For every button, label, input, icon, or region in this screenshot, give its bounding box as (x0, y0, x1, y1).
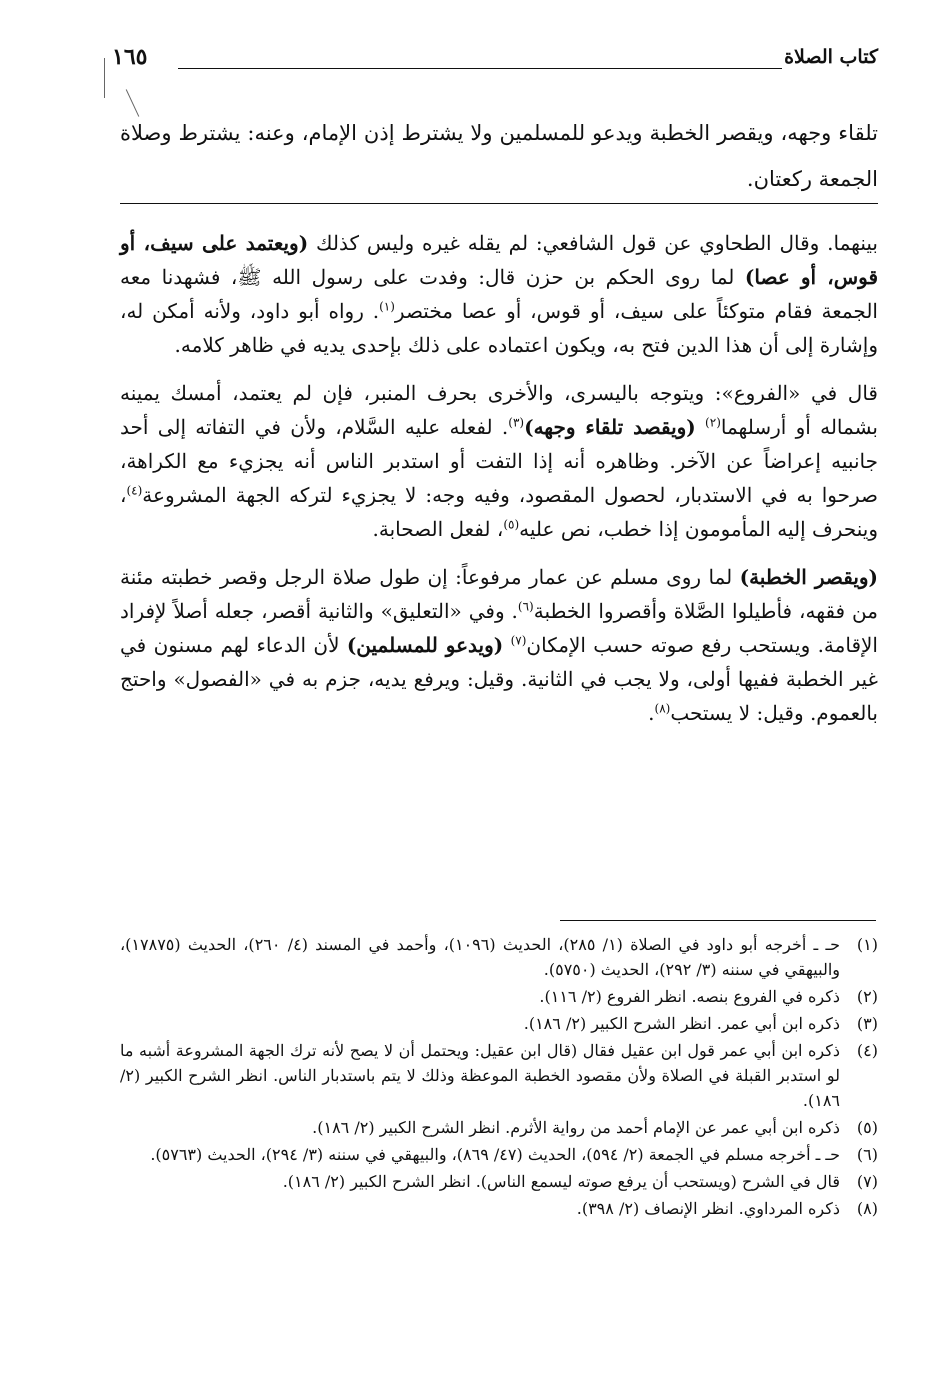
footnote (120, 1011, 878, 1036)
text-run: لما روى الحكم بن حزن قال: وفدت على رسول الله ﷺ، فشهدنا معه الجمعة فقام متوكئاً على سيف، أو قوس، أو عصا مختصر (120, 265, 878, 323)
pencil-mark (104, 58, 105, 98)
footnote-number: (٨) (856, 1199, 878, 1218)
footnote-number: (٦) (856, 1145, 878, 1164)
text-run: لأن الدعاء لهم مسنون في غير الخطبة ففيها أولى، ولا يجب في الثانية. وقيل: ويرفع يديه، جزم به في «الفصول» واحتج بالعموم. وقيل: لا يستحب (120, 633, 878, 725)
book-title: كتاب الصلاة (784, 46, 878, 68)
quoted-matn: (ويقصد تلقاء وجهه) (524, 415, 696, 439)
text-run: . لفعله عليه السَّلام، ولأن في التفاته إلى أحد جانبيه إعراضاً عن الآخر. وظاهره أنه إذا التفت أو استدبر الناس أنه يجزيء مع الكراهة، صرحوا به في الاستدبار، لحصول المقصود، وفيه وجه: لا يجزيء لتركه الجهة المشروعة (120, 415, 878, 507)
footnote-number: (٧) (856, 1172, 878, 1191)
quoted-matn: (ويقصر الخطبة) (739, 565, 879, 589)
text-run: ، وينحرف إليه المأمومون إذا خطب، نص عليه (120, 483, 878, 541)
footnote (120, 1038, 878, 1113)
page-header (112, 46, 878, 82)
text-run: ، لفعل الصحابة. (372, 517, 504, 541)
footnote-number: (٣) (856, 1014, 878, 1033)
footnote-text: ذكره المرداوي. انظر الإنصاف (٢/ ٣٩٨). (576, 1199, 840, 1218)
footnote-ref: (٦) (517, 599, 534, 614)
footnote-text: ذكره في الفروع بنصه. انظر الفروع (٢/ ١١٦). (539, 987, 840, 1006)
text-run: . وفي «التعليق» والثانية أقصر، جعله أصلاً لإفراد الإقامة. ويستحب رفع صوته حسب الإمكان (120, 599, 878, 657)
text-run: . (648, 701, 655, 725)
quoted-matn: (ويعتمد على سيف، أو قوس، أو عصا) (120, 231, 879, 289)
footnote-ref: (٤) (126, 483, 143, 498)
text-separator (120, 203, 878, 204)
text-run: قال في «الفروع»: ويتوجه باليسرى، والأخرى بحرف المنبر، فإن لم يعتمد، أمسك يمينه بشماله أو أرسلهما (120, 381, 878, 439)
footnotes (120, 932, 878, 1223)
footnote-ref: (١) (379, 299, 395, 314)
text-run: . رواه أبو داود، ولأنه أمكن له، وإشارة إلى أن هذا الدين فتح به، ويكون اعتماده على ذلك بإحدى يديه في ظاهر كلامه. (120, 299, 878, 357)
footnote-ref: (٢) (705, 415, 721, 430)
footnote (120, 1196, 878, 1221)
footnote-text: ذكره ابن أبي عمر قول ابن عقيل فقال (قال ابن عقيل: ويحتمل أن لا يصح لأنه ترك الجهة المشروعة أشبه ما لو استدبر القبلة في الصلاة ولأن مقصود الخطبة الموعظة وذلك لا يتم باستدبار الناس. انظر الشرح الكبير (٢/ ١٨٦). (120, 1041, 840, 1110)
footnote-text: حـ ـ أخرجه مسلم في الجمعة (٢/ ٥٩٤)، الحديث (٤٧/ ٨٦٩)، والبيهقي في سننه (٣/ ٢٩٤)، الحديث (٥٧٦٣). (150, 1145, 840, 1164)
footnote-text: قال في الشرح (ويستحب أن يرفع صوته ليسمع الناس). انظر الشرح الكبير (٢/ ١٨٦). (282, 1172, 840, 1191)
commentary-paragraph (120, 376, 878, 546)
footnote-number: (٥) (856, 1118, 878, 1137)
commentary-paragraph (120, 560, 878, 730)
footnote-ref: (٣) (508, 415, 525, 430)
commentary (120, 226, 878, 744)
footnote-ref: (٨) (654, 701, 671, 716)
footnote-number: (٤) (856, 1041, 878, 1060)
footnote-number: (٢) (856, 987, 878, 1006)
commentary-paragraph (120, 226, 878, 362)
page-number: ١٦٥ (112, 44, 148, 70)
footnote-text: حـ ـ أخرجه أبو داود في الصلاة (١/ ٢٨٥)، الحديث (١٠٩٦)، وأحمد في المسند (٤/ ٢٦٠)، الحديث (١٧٨٧٥)، والبيهقي في سننه (٣/ ٢٩٢)، الحديث (٥٧٥٠). (120, 935, 841, 979)
footnote (120, 932, 878, 982)
footnote-ref: (٧) (510, 633, 527, 648)
footnote-text: ذكره ابن أبي عمر. انظر الشرح الكبير (٢/ ١٨٦). (523, 1014, 840, 1033)
text-run: بينهما. وقال الطحاوي عن قول الشافعي: لم يقله غيره وليس كذلك (316, 231, 878, 255)
footnote-ref: (٥) (503, 517, 520, 532)
main-text: تلقاء وجهه، ويقصر الخطبة ويدعو للمسلمين ولا يشترط إذن الإمام، وعنه: يشترط وصلاة الجمعة ركعتان. (120, 121, 878, 191)
footnote (120, 1142, 878, 1167)
footnote (120, 984, 878, 1009)
footnote (120, 1115, 878, 1140)
footnote (120, 1169, 878, 1194)
footnote-number: (١) (856, 935, 878, 954)
header-rule (178, 68, 782, 69)
footnote-separator (560, 920, 876, 921)
quoted-matn: (ويدعو للمسلمين) (346, 633, 504, 657)
text-run: لما روى مسلم عن عمار مرفوعاً: إن طول صلاة الرجل وقصر خطبته مئنة من فقهه، فأطيلوا الصَّلاة وأقصروا الخطبة (120, 565, 878, 623)
footnote-text: ذكره ابن أبي عمر عن الإمام أحمد من رواية الأثرم. انظر الشرح الكبير (٢/ ١٨٦). (312, 1118, 840, 1137)
